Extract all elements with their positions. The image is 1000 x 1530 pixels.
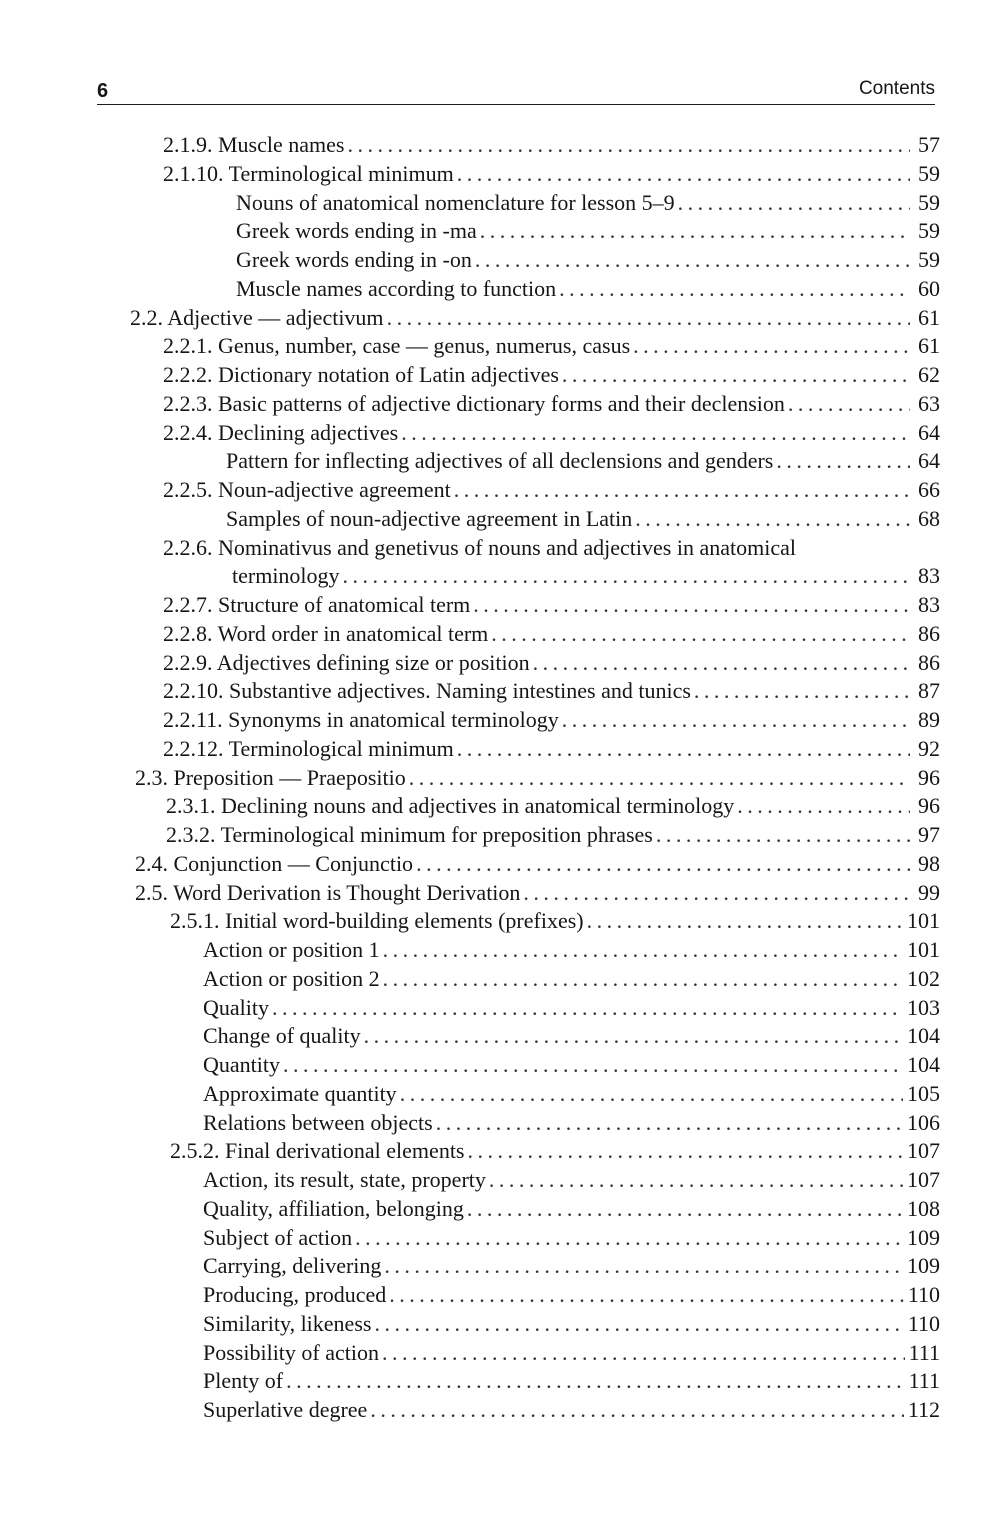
toc-entry-title: 2.2.5. Noun-adjective agreement bbox=[163, 477, 451, 502]
toc-entry-page: 98 bbox=[918, 850, 940, 876]
toc-entry-title: Producing, produced bbox=[203, 1282, 387, 1307]
dot-leader bbox=[523, 879, 910, 908]
toc-entry-line bbox=[203, 994, 940, 1023]
toc-entry-line bbox=[236, 189, 940, 218]
toc-entry bbox=[0, 476, 1000, 505]
toc-entry-line bbox=[135, 879, 940, 908]
toc-entry-line bbox=[226, 447, 940, 476]
toc-entry bbox=[0, 217, 1000, 246]
toc-entry bbox=[0, 1310, 1000, 1339]
toc-entry bbox=[0, 879, 1000, 908]
toc-entry bbox=[0, 936, 1000, 965]
toc-entry-title: 2.5.1. Initial word-building elements (prefixes) bbox=[170, 908, 584, 934]
toc-entry-line bbox=[170, 1137, 940, 1166]
toc-entry-line bbox=[203, 1051, 940, 1080]
toc-entry bbox=[0, 649, 1000, 678]
toc-entry-title: Subject of action bbox=[203, 1224, 353, 1250]
dot-leader bbox=[454, 476, 910, 505]
toc-entry-page: 66 bbox=[918, 477, 940, 502]
toc-entry-title: Quality, affiliation, belonging bbox=[203, 1195, 464, 1221]
toc-entry bbox=[0, 677, 1000, 706]
toc-entry-title: 2.5. Word Derivation is Thought Derivation bbox=[135, 879, 521, 905]
toc-entry-page: 97 bbox=[918, 822, 940, 847]
dot-leader bbox=[489, 1166, 903, 1195]
toc-entry-line bbox=[203, 1310, 940, 1339]
dot-leader bbox=[475, 246, 910, 275]
toc-entry bbox=[0, 1367, 1000, 1396]
dot-leader bbox=[400, 1080, 903, 1109]
dot-leader bbox=[370, 1396, 904, 1425]
toc-entry bbox=[0, 792, 1000, 821]
toc-entry-line bbox=[163, 534, 940, 563]
dot-leader bbox=[383, 936, 903, 965]
toc-entry-page: 105 bbox=[907, 1080, 940, 1106]
toc-entry-line bbox=[236, 246, 940, 275]
toc-entry-page: 110 bbox=[907, 1310, 940, 1336]
toc-entry-page: 61 bbox=[918, 333, 940, 359]
toc-entry-line bbox=[163, 649, 940, 678]
toc-entry-title: 2.2.10. Substantive adjectives. Naming intestines and tunics bbox=[163, 678, 691, 704]
toc-entry-page: 111 bbox=[908, 1339, 940, 1365]
toc-entry-line bbox=[203, 1224, 940, 1253]
toc-entry-line bbox=[236, 275, 940, 304]
toc-entry-page: 83 bbox=[918, 592, 940, 617]
dot-leader bbox=[347, 131, 910, 160]
toc-entry bbox=[0, 1224, 1000, 1253]
toc-entry-title: 2.4. Conjunction — Conjunctio bbox=[135, 850, 414, 876]
toc-entry bbox=[0, 706, 1000, 735]
toc-entry-title: 2.3.1. Declining nouns and adjectives in anatomical terminology bbox=[166, 793, 735, 819]
toc-entry bbox=[0, 332, 1000, 361]
toc-entry-title: Samples of noun-adjective agreement in Latin bbox=[226, 505, 633, 531]
toc-entry-line bbox=[170, 907, 940, 936]
dot-leader bbox=[491, 620, 910, 649]
toc-entry bbox=[0, 850, 1000, 879]
toc-entry-page: 106 bbox=[907, 1109, 940, 1135]
toc-entry-line bbox=[203, 1339, 940, 1368]
page-number: 6 bbox=[97, 80, 109, 102]
toc-entry-line bbox=[203, 1396, 940, 1425]
toc-entry bbox=[0, 534, 1000, 563]
toc-entry bbox=[0, 1166, 1000, 1195]
toc-entry-line bbox=[163, 706, 940, 735]
toc-entry bbox=[0, 562, 1000, 591]
toc-entry-page: 99 bbox=[918, 879, 940, 905]
toc-entry-line bbox=[163, 620, 940, 649]
dot-leader bbox=[401, 419, 910, 448]
toc-entry bbox=[0, 591, 1000, 620]
running-head: Contents bbox=[858, 78, 935, 99]
dot-leader bbox=[467, 1195, 903, 1224]
toc-entry-line bbox=[203, 1166, 940, 1195]
toc-entry-title: 2.3. Preposition — Praepositio bbox=[135, 764, 406, 790]
toc-entry-line bbox=[135, 850, 940, 879]
toc-entry-page: 60 bbox=[918, 275, 940, 301]
dot-leader bbox=[473, 591, 910, 620]
toc-entry bbox=[0, 131, 1000, 160]
toc-entry bbox=[0, 505, 1000, 534]
toc-entry-title: Quality bbox=[203, 994, 269, 1020]
toc-entry-page: 104 bbox=[907, 1023, 940, 1049]
toc-entry bbox=[0, 1339, 1000, 1368]
toc-entry-title: Pattern for inflecting adjectives of all declensions and genders bbox=[226, 448, 774, 474]
toc-entry-title: 2.1.10. Terminological minimum bbox=[163, 160, 454, 186]
dot-leader bbox=[416, 850, 910, 879]
toc-entry-page: 86 bbox=[918, 620, 940, 646]
dot-leader bbox=[635, 505, 910, 534]
toc-entry bbox=[0, 419, 1000, 448]
toc-entry-page: 109 bbox=[907, 1253, 940, 1279]
toc-entry-line bbox=[203, 1195, 940, 1224]
toc-entry-title: 2.2.4. Declining adjectives bbox=[163, 419, 399, 445]
toc-entry-line bbox=[203, 1080, 940, 1109]
toc-entry bbox=[0, 994, 1000, 1023]
toc-entry-title: Action, its result, state, property bbox=[203, 1167, 486, 1192]
toc-entry-line bbox=[130, 304, 940, 333]
toc-entry-title: Quantity bbox=[203, 1052, 280, 1077]
toc-entry-page: 63 bbox=[918, 390, 940, 416]
toc-entry-line bbox=[163, 390, 940, 419]
toc-entry-page: 96 bbox=[918, 764, 940, 790]
toc-entry-page: 59 bbox=[918, 189, 940, 215]
toc-entry-page: 87 bbox=[918, 678, 940, 704]
toc-entry-line bbox=[203, 1367, 940, 1396]
toc-entry-line bbox=[163, 677, 940, 706]
dot-leader bbox=[633, 332, 910, 361]
dot-leader bbox=[382, 1339, 905, 1368]
toc-entry bbox=[0, 1022, 1000, 1051]
toc-entry-page: 107 bbox=[907, 1167, 940, 1192]
toc-entry-line bbox=[232, 562, 940, 591]
toc-entry-title: 2.2. Adjective — adjectivum bbox=[130, 304, 384, 330]
toc-entry-line bbox=[226, 505, 940, 534]
toc-entry-line bbox=[203, 1109, 940, 1138]
toc-entry-title: Approximate quantity bbox=[203, 1080, 397, 1106]
toc-entry-title: Relations between objects bbox=[203, 1109, 433, 1135]
toc-entry-title: Superlative degree bbox=[203, 1397, 368, 1422]
toc-entry bbox=[0, 304, 1000, 333]
dot-leader bbox=[364, 1022, 903, 1051]
toc-entry-title: Action or position 1 bbox=[203, 937, 380, 962]
toc-entry bbox=[0, 1281, 1000, 1310]
toc-entry bbox=[0, 361, 1000, 390]
toc-entry-title: 2.2.2. Dictionary notation of Latin adjectives bbox=[163, 362, 559, 387]
toc-entry-title: Greek words ending in -ma bbox=[236, 218, 477, 244]
toc-entry-line bbox=[203, 1252, 940, 1281]
toc-entry-title: Change of quality bbox=[203, 1023, 361, 1049]
toc-entry-line bbox=[166, 821, 940, 850]
dot-leader bbox=[737, 792, 910, 821]
toc-entry bbox=[0, 1252, 1000, 1281]
toc-entry bbox=[0, 1137, 1000, 1166]
dot-leader bbox=[562, 361, 910, 390]
toc-entry bbox=[0, 965, 1000, 994]
toc-entry bbox=[0, 764, 1000, 793]
dot-leader bbox=[678, 189, 910, 218]
toc-entry-line bbox=[163, 361, 940, 390]
dot-leader bbox=[383, 965, 903, 994]
toc-entry-line bbox=[163, 131, 940, 160]
dot-leader bbox=[409, 764, 910, 793]
dot-leader bbox=[384, 1252, 903, 1281]
toc-entry-title: Possibility of action bbox=[203, 1339, 379, 1365]
dot-leader bbox=[776, 447, 910, 476]
table-of-contents bbox=[0, 131, 1000, 1425]
toc-entry-line bbox=[203, 936, 940, 965]
toc-entry-page: 103 bbox=[907, 994, 940, 1020]
toc-entry-line bbox=[236, 217, 940, 246]
toc-entry-line bbox=[135, 764, 940, 793]
dot-leader bbox=[283, 1051, 903, 1080]
toc-entry-title: 2.2.7. Structure of anatomical term bbox=[163, 592, 471, 617]
toc-entry-page: 102 bbox=[907, 965, 940, 991]
dot-leader bbox=[656, 821, 910, 850]
toc-entry-page: 96 bbox=[918, 793, 940, 819]
dot-leader bbox=[587, 907, 903, 936]
toc-entry-page: 101 bbox=[907, 937, 940, 962]
toc-entry bbox=[0, 735, 1000, 764]
toc-entry-page: 57 bbox=[918, 132, 940, 157]
toc-entry-title: 2.3.2. Terminological minimum for preposition phrases bbox=[166, 822, 653, 847]
toc-entry-title: terminology bbox=[232, 563, 340, 589]
toc-entry bbox=[0, 246, 1000, 275]
toc-entry bbox=[0, 1195, 1000, 1224]
toc-entry-line bbox=[163, 332, 940, 361]
toc-entry-title: 2.2.12. Terminological minimum bbox=[163, 735, 454, 761]
toc-entry-title: Action or position 2 bbox=[203, 965, 380, 991]
dot-leader bbox=[286, 1367, 905, 1396]
toc-entry-page: 59 bbox=[918, 160, 940, 186]
toc-entry-title: Plenty of bbox=[203, 1368, 284, 1394]
toc-entry-line bbox=[163, 476, 940, 505]
toc-entry-title: Similarity, likeness bbox=[203, 1310, 372, 1336]
toc-entry-page: 59 bbox=[918, 218, 940, 244]
toc-entry-title: Carrying, delivering bbox=[203, 1253, 382, 1279]
toc-entry-page: 68 bbox=[918, 505, 940, 531]
toc-entry-page: 83 bbox=[918, 563, 940, 589]
dot-leader bbox=[457, 160, 910, 189]
dot-leader bbox=[343, 562, 910, 591]
toc-entry-line bbox=[166, 792, 940, 821]
toc-entry bbox=[0, 1109, 1000, 1138]
toc-entry bbox=[0, 189, 1000, 218]
toc-entry-page: 62 bbox=[918, 362, 940, 387]
toc-entry-title: 2.2.1. Genus, number, case — genus, numerus, casus bbox=[163, 333, 631, 359]
toc-entry-title: Nouns of anatomical nomenclature for lesson 5–9 bbox=[236, 189, 675, 215]
toc-entry-line bbox=[203, 1022, 940, 1051]
toc-entry-title: 2.1.9. Muscle names bbox=[163, 132, 345, 157]
toc-entry-title: 2.2.6. Nominativus and genetivus of nouns and adjectives in anatomical bbox=[163, 534, 796, 560]
toc-entry-page: 61 bbox=[918, 304, 940, 330]
toc-entry-title: 2.5.2. Final derivational elements bbox=[170, 1138, 465, 1164]
toc-entry bbox=[0, 1080, 1000, 1109]
toc-entry bbox=[0, 620, 1000, 649]
toc-entry-page: 112 bbox=[907, 1397, 940, 1422]
toc-entry-page: 64 bbox=[918, 448, 940, 474]
toc-entry-page: 86 bbox=[918, 649, 940, 675]
toc-entry bbox=[0, 447, 1000, 476]
toc-entry bbox=[0, 907, 1000, 936]
dot-leader bbox=[480, 217, 910, 246]
dot-leader bbox=[562, 706, 910, 735]
dot-leader bbox=[468, 1137, 904, 1166]
dot-leader bbox=[788, 390, 910, 419]
toc-entry-title: Muscle names according to function bbox=[236, 275, 557, 301]
toc-entry-page: 101 bbox=[907, 908, 940, 934]
toc-entry-page: 92 bbox=[918, 735, 940, 761]
toc-entry-page: 59 bbox=[918, 247, 940, 272]
toc-entry-line bbox=[163, 160, 940, 189]
header-rule bbox=[97, 104, 935, 105]
dot-leader bbox=[272, 994, 903, 1023]
toc-entry bbox=[0, 390, 1000, 419]
dot-leader bbox=[694, 677, 910, 706]
page-header bbox=[97, 78, 935, 102]
toc-entry-page: 109 bbox=[907, 1224, 940, 1250]
toc-entry bbox=[0, 160, 1000, 189]
dot-leader bbox=[559, 275, 910, 304]
toc-entry-line bbox=[163, 419, 940, 448]
dot-leader bbox=[436, 1109, 903, 1138]
toc-entry-title: 2.2.8. Word order in anatomical term bbox=[163, 620, 489, 646]
toc-entry bbox=[0, 1051, 1000, 1080]
toc-entry-page: 104 bbox=[907, 1052, 940, 1077]
dot-leader bbox=[533, 649, 910, 678]
toc-entry-page: 108 bbox=[907, 1195, 940, 1221]
dot-leader bbox=[389, 1281, 904, 1310]
toc-entry-line bbox=[203, 1281, 940, 1310]
toc-entry bbox=[0, 275, 1000, 304]
dot-leader bbox=[374, 1310, 903, 1339]
dot-leader bbox=[387, 304, 910, 333]
toc-entry-line bbox=[163, 735, 940, 764]
toc-entry-page: 64 bbox=[918, 419, 940, 445]
toc-entry bbox=[0, 821, 1000, 850]
toc-entry-page: 110 bbox=[907, 1282, 940, 1307]
toc-entry-page: 107 bbox=[907, 1138, 940, 1164]
dot-leader bbox=[355, 1224, 903, 1253]
toc-entry-line bbox=[163, 591, 940, 620]
toc-entry-title: 2.2.9. Adjectives defining size or position bbox=[163, 649, 530, 675]
toc-entry-title: 2.2.11. Synonyms in anatomical terminology bbox=[163, 707, 559, 732]
dot-leader bbox=[457, 735, 910, 764]
toc-entry-line bbox=[203, 965, 940, 994]
toc-entry-title: Greek words ending in -on bbox=[236, 247, 472, 272]
toc-entry bbox=[0, 1396, 1000, 1425]
toc-entry-page: 89 bbox=[918, 707, 940, 732]
toc-entry-title: 2.2.3. Basic patterns of adjective dictionary forms and their declension bbox=[163, 390, 785, 416]
toc-entry-page: 111 bbox=[908, 1368, 940, 1394]
